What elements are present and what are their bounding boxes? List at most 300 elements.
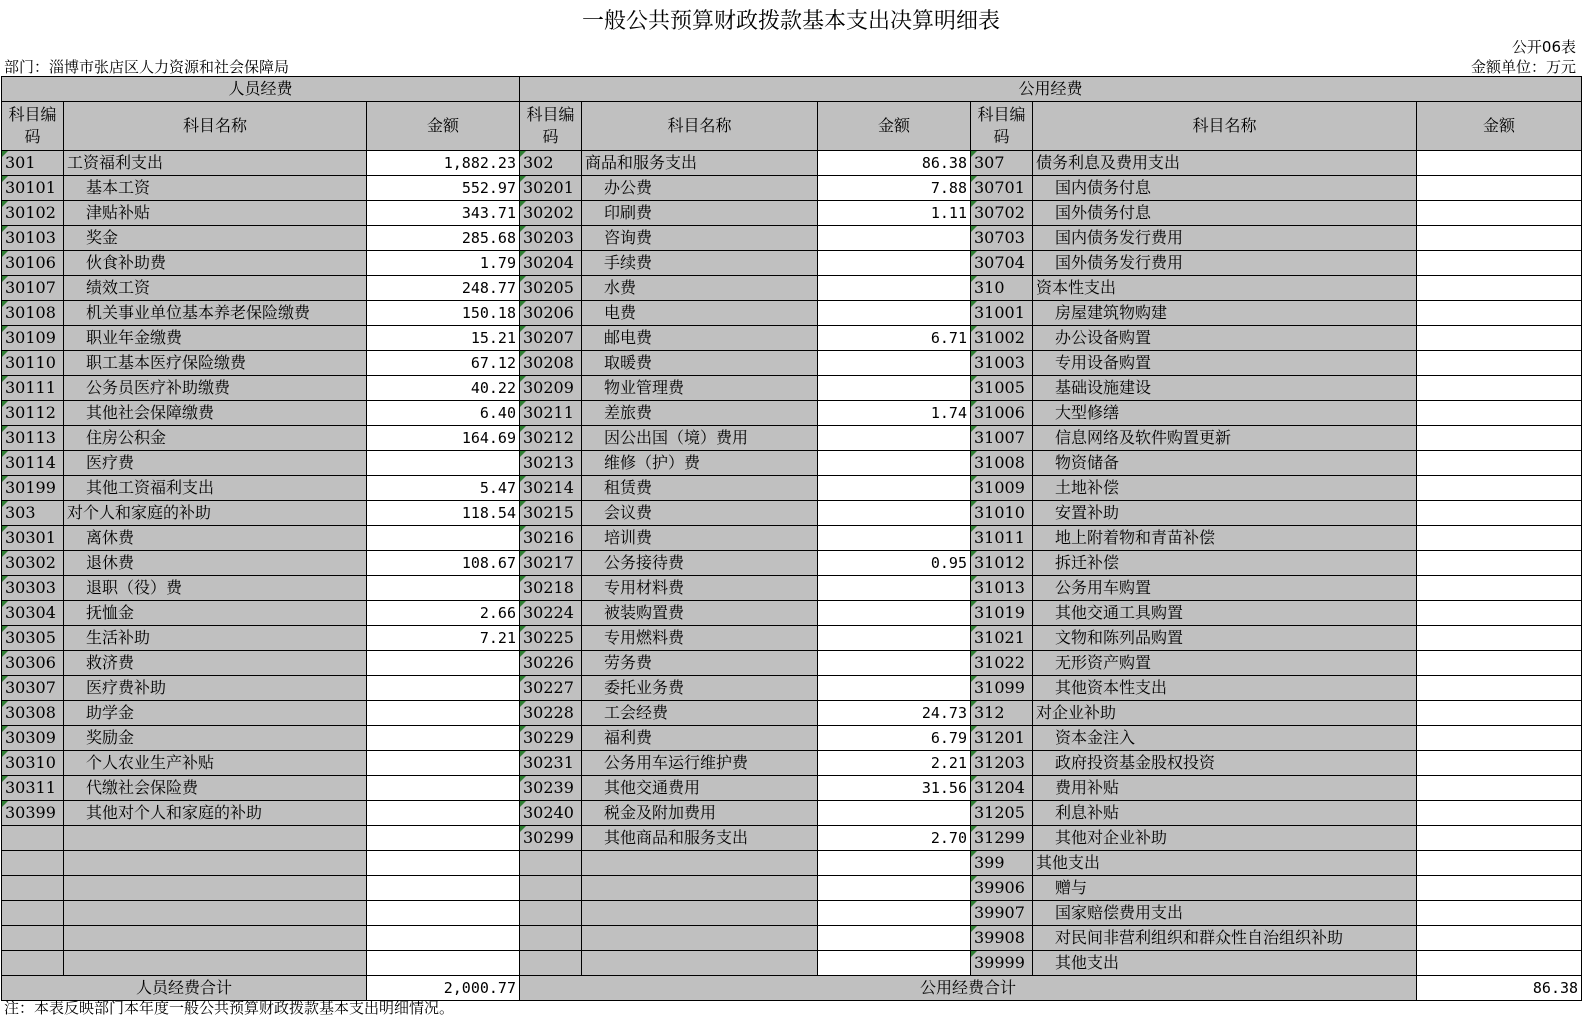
- subject-name: 其他商品和服务支出: [582, 826, 818, 851]
- subject-amount: [367, 776, 520, 801]
- subject-amount: [818, 626, 971, 651]
- subject-amount: 552.97: [367, 176, 520, 201]
- subject-code: 30208: [520, 351, 582, 376]
- amount-column-header: 金额: [818, 102, 971, 151]
- table-row: [2, 701, 1582, 726]
- department-label: 部门：淄博市张店区人力资源和社会保障局: [4, 58, 290, 76]
- subject-amount: [1417, 551, 1582, 576]
- subject-amount: 7.88: [818, 176, 971, 201]
- subject-amount: 6.71: [818, 326, 971, 351]
- subject-code: [2, 926, 64, 951]
- subject-code: 30704: [971, 251, 1033, 276]
- subject-name: [64, 876, 367, 901]
- subject-name: 专用材料费: [582, 576, 818, 601]
- subject-amount: [367, 826, 520, 851]
- subject-code: 30226: [520, 651, 582, 676]
- subject-name: [64, 826, 367, 851]
- subject-name: 物业管理费: [582, 376, 818, 401]
- subject-amount: [1417, 676, 1582, 701]
- subject-amount: [367, 451, 520, 476]
- table-row: [2, 726, 1582, 751]
- subject-name: 其他对个人和家庭的补助: [64, 801, 367, 826]
- subject-amount: [1417, 851, 1582, 876]
- subject-amount: [367, 951, 520, 976]
- subject-amount: 31.56: [818, 776, 971, 801]
- table-row: [2, 376, 1582, 401]
- subject-code: 39907: [971, 901, 1033, 926]
- subject-code: 30205: [520, 276, 582, 301]
- subject-amount: 1,882.23: [367, 151, 520, 176]
- subject-amount: 1.74: [818, 401, 971, 426]
- subject-amount: 86.38: [818, 151, 971, 176]
- subject-name: 公务员医疗补助缴费: [64, 376, 367, 401]
- subject-name: 劳务费: [582, 651, 818, 676]
- subject-code: [2, 876, 64, 901]
- table-row: [2, 951, 1582, 976]
- subject-amount: 7.21: [367, 626, 520, 651]
- subject-amount: [1417, 826, 1582, 851]
- subject-amount: [818, 951, 971, 976]
- subject-name: 国外债务付息: [1033, 201, 1417, 226]
- subject-name: 生活补助: [64, 626, 367, 651]
- subject-amount: 1.11: [818, 201, 971, 226]
- subject-amount: [1417, 326, 1582, 351]
- table-row: [2, 451, 1582, 476]
- subject-amount: [818, 501, 971, 526]
- subject-code: 30108: [2, 301, 64, 326]
- subject-name: 利息补贴: [1033, 801, 1417, 826]
- subject-code: 30204: [520, 251, 582, 276]
- subject-code: 30302: [2, 551, 64, 576]
- subject-name: [64, 901, 367, 926]
- subject-amount: [1417, 301, 1582, 326]
- subject-code: 30303: [2, 576, 64, 601]
- subject-code: 31021: [971, 626, 1033, 651]
- subject-name: 赠与: [1033, 876, 1417, 901]
- subject-name: 对民间非营利组织和群众性自治组织补助: [1033, 926, 1417, 951]
- subject-name: 地上附着物和青苗补偿: [1033, 526, 1417, 551]
- subject-code: 30201: [520, 176, 582, 201]
- subject-name: [582, 926, 818, 951]
- subject-name: 专用设备购置: [1033, 351, 1417, 376]
- table-row: [2, 751, 1582, 776]
- subject-amount: [367, 526, 520, 551]
- subject-code: 30304: [2, 601, 64, 626]
- subject-code: 30209: [520, 376, 582, 401]
- subject-name: 代缴社会保险费: [64, 776, 367, 801]
- subject-code: 30228: [520, 701, 582, 726]
- name-column-header: 科目名称: [1033, 102, 1417, 151]
- subject-name: 退职（役）费: [64, 576, 367, 601]
- subject-code: 31201: [971, 726, 1033, 751]
- table-body: [2, 151, 1582, 976]
- subject-code: 31019: [971, 601, 1033, 626]
- subject-code: 310: [971, 276, 1033, 301]
- subject-name: 福利费: [582, 726, 818, 751]
- table-row: [2, 476, 1582, 501]
- subject-name: 国外债务发行费用: [1033, 251, 1417, 276]
- subject-amount: [367, 901, 520, 926]
- subject-code: [2, 851, 64, 876]
- subject-code: 30218: [520, 576, 582, 601]
- subject-name: 债务利息及费用支出: [1033, 151, 1417, 176]
- subject-name: 工会经费: [582, 701, 818, 726]
- subject-code: 31008: [971, 451, 1033, 476]
- subject-name: 因公出国（境）费用: [582, 426, 818, 451]
- subject-name: 资本性支出: [1033, 276, 1417, 301]
- subject-amount: [1417, 151, 1582, 176]
- expenditure-table: [1, 76, 1582, 1001]
- subject-amount: [818, 276, 971, 301]
- subject-name: 咨询费: [582, 226, 818, 251]
- public-total-label: 公用经费合计: [520, 976, 1417, 1001]
- subject-amount: [367, 676, 520, 701]
- subject-amount: [1417, 176, 1582, 201]
- code-column-header: 科目编码: [971, 102, 1033, 151]
- subject-name: [582, 876, 818, 901]
- subject-name: 税金及附加费用: [582, 801, 818, 826]
- subject-amount: [1417, 401, 1582, 426]
- subject-amount: 248.77: [367, 276, 520, 301]
- table-row: [2, 626, 1582, 651]
- subject-amount: [1417, 726, 1582, 751]
- subject-name: 资本金注入: [1033, 726, 1417, 751]
- table-row: [2, 601, 1582, 626]
- subject-name: 基础设施建设: [1033, 376, 1417, 401]
- subject-name: 对个人和家庭的补助: [64, 501, 367, 526]
- subject-code: 30110: [2, 351, 64, 376]
- subject-name: 安置补助: [1033, 501, 1417, 526]
- subject-name: 费用补贴: [1033, 776, 1417, 801]
- subject-name: 培训费: [582, 526, 818, 551]
- subject-name: 其他支出: [1033, 851, 1417, 876]
- subject-name: 抚恤金: [64, 601, 367, 626]
- subject-code: 30239: [520, 776, 582, 801]
- table-row: [2, 526, 1582, 551]
- subject-code: 30106: [2, 251, 64, 276]
- subject-code: 39908: [971, 926, 1033, 951]
- subject-code: 31005: [971, 376, 1033, 401]
- subject-code: 30203: [520, 226, 582, 251]
- subject-name: 奖励金: [64, 726, 367, 751]
- subject-name: [64, 951, 367, 976]
- subject-code: 30308: [2, 701, 64, 726]
- subject-code: 30109: [2, 326, 64, 351]
- subject-name: [64, 926, 367, 951]
- subject-code: 30217: [520, 551, 582, 576]
- subject-code: [2, 901, 64, 926]
- subject-amount: 285.68: [367, 226, 520, 251]
- subject-code: 31002: [971, 326, 1033, 351]
- subject-name: 其他对企业补助: [1033, 826, 1417, 851]
- subject-name: 无形资产购置: [1033, 651, 1417, 676]
- subject-code: [520, 951, 582, 976]
- subject-code: 30214: [520, 476, 582, 501]
- table-row: [2, 326, 1582, 351]
- subject-code: 30216: [520, 526, 582, 551]
- subject-code: 31003: [971, 351, 1033, 376]
- table-row: [2, 876, 1582, 901]
- subject-name: 差旅费: [582, 401, 818, 426]
- subject-amount: 6.79: [818, 726, 971, 751]
- subject-code: 30215: [520, 501, 582, 526]
- table-row: [2, 276, 1582, 301]
- subject-code: 30102: [2, 201, 64, 226]
- subject-code: 30111: [2, 376, 64, 401]
- subject-code: [520, 851, 582, 876]
- subject-amount: [1417, 376, 1582, 401]
- subject-code: 30301: [2, 526, 64, 551]
- page-title: 一般公共预算财政拨款基本支出决算明细表: [581, 9, 1000, 34]
- table-row: [2, 426, 1582, 451]
- subject-name: 绩效工资: [64, 276, 367, 301]
- subject-amount: [818, 476, 971, 501]
- subject-amount: [1417, 701, 1582, 726]
- subject-amount: [1417, 201, 1582, 226]
- subject-name: 邮电费: [582, 326, 818, 351]
- code-column-header: 科目编码: [2, 102, 64, 151]
- code-column-header: 科目编码: [520, 102, 582, 151]
- table-row: [2, 176, 1582, 201]
- subject-amount: 2.66: [367, 601, 520, 626]
- subject-amount: 0.95: [818, 551, 971, 576]
- personnel-total-label: 人员经费合计: [2, 976, 367, 1001]
- subject-name: 文物和陈列品购置: [1033, 626, 1417, 651]
- subject-code: 30299: [520, 826, 582, 851]
- name-column-header: 科目名称: [582, 102, 818, 151]
- subject-code: 30224: [520, 601, 582, 626]
- subject-amount: [818, 226, 971, 251]
- subject-amount: [1417, 601, 1582, 626]
- subject-amount: [818, 876, 971, 901]
- amount-unit-label: 金额单位：万元: [1470, 58, 1576, 76]
- subject-amount: [367, 651, 520, 676]
- subject-amount: [1417, 251, 1582, 276]
- subject-code: 30231: [520, 751, 582, 776]
- subject-code: 30211: [520, 401, 582, 426]
- table-row: [2, 576, 1582, 601]
- subject-code: 39999: [971, 951, 1033, 976]
- subject-name: 取暖费: [582, 351, 818, 376]
- subject-amount: [818, 926, 971, 951]
- subject-code: 30311: [2, 776, 64, 801]
- subject-amount: [1417, 576, 1582, 601]
- subject-name: 医疗费补助: [64, 676, 367, 701]
- subject-amount: [367, 876, 520, 901]
- subject-name: 电费: [582, 301, 818, 326]
- subject-amount: [818, 451, 971, 476]
- subject-name: 被装购置费: [582, 601, 818, 626]
- subject-code: 30703: [971, 226, 1033, 251]
- subject-name: 其他支出: [1033, 951, 1417, 976]
- subject-name: 国内债务发行费用: [1033, 226, 1417, 251]
- subject-code: 30229: [520, 726, 582, 751]
- subject-code: 31013: [971, 576, 1033, 601]
- subject-name: 其他交通费用: [582, 776, 818, 801]
- subject-name: 奖金: [64, 226, 367, 251]
- subject-name: 土地补偿: [1033, 476, 1417, 501]
- subject-name: 租赁费: [582, 476, 818, 501]
- subject-name: 助学金: [64, 701, 367, 726]
- subject-name: 救济费: [64, 651, 367, 676]
- subject-amount: 118.54: [367, 501, 520, 526]
- subject-amount: [818, 351, 971, 376]
- subject-amount: [1417, 926, 1582, 951]
- subject-name: 大型修缮: [1033, 401, 1417, 426]
- table-row: [2, 851, 1582, 876]
- table-row: [2, 651, 1582, 676]
- subject-name: 基本工资: [64, 176, 367, 201]
- subject-code: 30206: [520, 301, 582, 326]
- subject-amount: [1417, 776, 1582, 801]
- subject-name: 其他社会保障缴费: [64, 401, 367, 426]
- subject-name: [582, 851, 818, 876]
- amount-column-header: 金额: [1417, 102, 1582, 151]
- subject-code: 31001: [971, 301, 1033, 326]
- subject-code: 30212: [520, 426, 582, 451]
- amount-column-header: 金额: [367, 102, 520, 151]
- subject-amount: [818, 301, 971, 326]
- subject-name: 专用燃料费: [582, 626, 818, 651]
- subject-name: 离休费: [64, 526, 367, 551]
- subject-code: 30199: [2, 476, 64, 501]
- subject-amount: [818, 526, 971, 551]
- subject-amount: [1417, 626, 1582, 651]
- subject-name: 水费: [582, 276, 818, 301]
- subject-name: 个人农业生产补贴: [64, 751, 367, 776]
- table-row: [2, 926, 1582, 951]
- subject-name: 国家赔偿费用支出: [1033, 901, 1417, 926]
- subject-name: 工资福利支出: [64, 151, 367, 176]
- table-row: [2, 226, 1582, 251]
- subject-code: 30202: [520, 201, 582, 226]
- subject-name: 房屋建筑物购建: [1033, 301, 1417, 326]
- subject-code: 31203: [971, 751, 1033, 776]
- subject-name: [64, 851, 367, 876]
- subject-code: 301: [2, 151, 64, 176]
- subject-name: 对企业补助: [1033, 701, 1417, 726]
- table-row: [2, 901, 1582, 926]
- subject-amount: [1417, 876, 1582, 901]
- subject-amount: [818, 801, 971, 826]
- table-row: [2, 801, 1582, 826]
- public-section-header: 公用经费: [520, 77, 1582, 102]
- form-number: 公开06表: [1511, 38, 1576, 56]
- subject-amount: [818, 651, 971, 676]
- subject-name: 商品和服务支出: [582, 151, 818, 176]
- subject-code: 303: [2, 501, 64, 526]
- subject-amount: 150.18: [367, 301, 520, 326]
- subject-amount: 2.70: [818, 826, 971, 851]
- subject-name: 委托业务费: [582, 676, 818, 701]
- subject-amount: [1417, 476, 1582, 501]
- subject-amount: [1417, 751, 1582, 776]
- subject-code: 30225: [520, 626, 582, 651]
- subject-code: 30307: [2, 676, 64, 701]
- subject-code: [520, 901, 582, 926]
- subject-code: 31007: [971, 426, 1033, 451]
- subject-amount: [367, 751, 520, 776]
- subject-code: 30103: [2, 226, 64, 251]
- table-row: [2, 776, 1582, 801]
- subject-code: 30114: [2, 451, 64, 476]
- subject-name: 信息网络及软件购置更新: [1033, 426, 1417, 451]
- subject-name: 其他资本性支出: [1033, 676, 1417, 701]
- subject-amount: 343.71: [367, 201, 520, 226]
- subject-amount: [818, 376, 971, 401]
- subject-code: 31010: [971, 501, 1033, 526]
- subject-amount: [1417, 426, 1582, 451]
- subject-code: 30107: [2, 276, 64, 301]
- subject-code: [520, 876, 582, 901]
- subject-amount: 1.79: [367, 251, 520, 276]
- subject-amount: [1417, 651, 1582, 676]
- public-total-amount: 86.38: [1417, 976, 1582, 1001]
- subject-code: 312: [971, 701, 1033, 726]
- table-row: [2, 301, 1582, 326]
- subject-name: 公务接待费: [582, 551, 818, 576]
- subject-name: 其他工资福利支出: [64, 476, 367, 501]
- name-column-header: 科目名称: [64, 102, 367, 151]
- subject-name: 办公设备购置: [1033, 326, 1417, 351]
- subject-amount: [818, 576, 971, 601]
- subject-name: 手续费: [582, 251, 818, 276]
- subject-code: 30227: [520, 676, 582, 701]
- subject-code: 302: [520, 151, 582, 176]
- footnote: 注：本表反映部门本年度一般公共预算财政拨款基本支出明细情况。: [4, 999, 455, 1017]
- subject-amount: 5.47: [367, 476, 520, 501]
- subject-name: 津贴补贴: [64, 201, 367, 226]
- subject-amount: [1417, 501, 1582, 526]
- subject-code: 30306: [2, 651, 64, 676]
- subject-name: 职工基本医疗保险缴费: [64, 351, 367, 376]
- subject-code: 30305: [2, 626, 64, 651]
- subject-name: 维修（护）费: [582, 451, 818, 476]
- subject-amount: [367, 801, 520, 826]
- subject-amount: [1417, 951, 1582, 976]
- subject-name: 公务用车运行维护费: [582, 751, 818, 776]
- subject-name: [582, 901, 818, 926]
- subject-code: 31011: [971, 526, 1033, 551]
- subject-amount: [367, 926, 520, 951]
- subject-name: 机关事业单位基本养老保险缴费: [64, 301, 367, 326]
- personnel-total-amount: 2,000.77: [367, 976, 520, 1001]
- subject-name: 其他交通工具购置: [1033, 601, 1417, 626]
- subject-code: 31205: [971, 801, 1033, 826]
- subject-amount: 164.69: [367, 426, 520, 451]
- subject-amount: [818, 426, 971, 451]
- table-row: [2, 351, 1582, 376]
- subject-name: 印刷费: [582, 201, 818, 226]
- subject-amount: [1417, 451, 1582, 476]
- subject-code: 399: [971, 851, 1033, 876]
- subject-amount: [1417, 276, 1582, 301]
- subject-name: 职业年金缴费: [64, 326, 367, 351]
- subject-code: 39906: [971, 876, 1033, 901]
- subject-code: 307: [971, 151, 1033, 176]
- subject-code: 30112: [2, 401, 64, 426]
- subject-amount: 40.22: [367, 376, 520, 401]
- subject-code: [2, 951, 64, 976]
- subject-name: 伙食补助费: [64, 251, 367, 276]
- table-row: [2, 676, 1582, 701]
- subject-code: 30101: [2, 176, 64, 201]
- subject-name: 公务用车购置: [1033, 576, 1417, 601]
- subject-code: 30310: [2, 751, 64, 776]
- subject-code: 31009: [971, 476, 1033, 501]
- subject-code: 30702: [971, 201, 1033, 226]
- subject-name: 会议费: [582, 501, 818, 526]
